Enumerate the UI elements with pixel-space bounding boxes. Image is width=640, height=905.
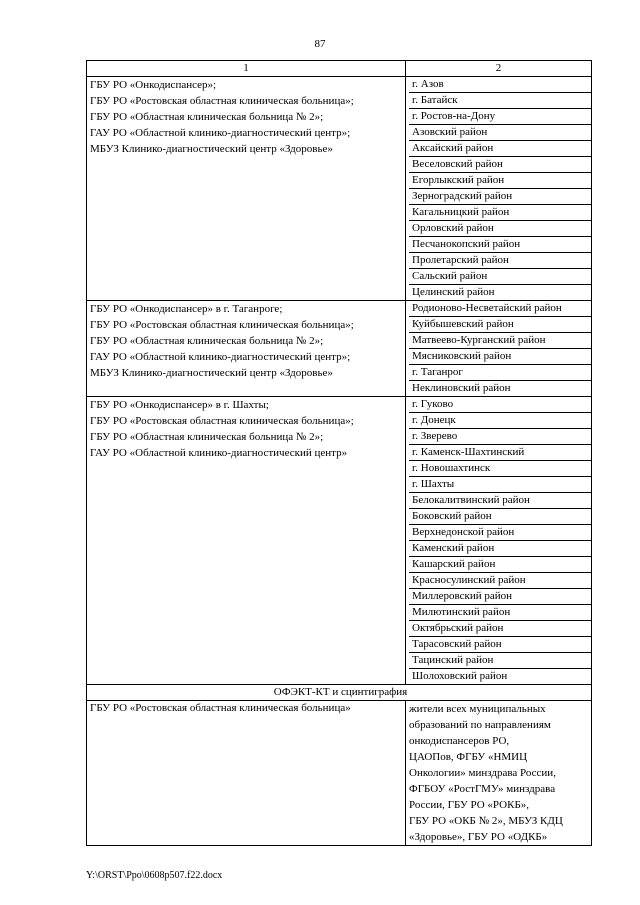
patient-scope-cell [406, 701, 592, 846]
location-item: Песчанокопский район [409, 237, 591, 253]
location-item: г. Новошахтинск [409, 461, 591, 477]
location-item: Азовский район [409, 125, 591, 141]
location-item: г. Шахты [409, 477, 591, 493]
institution-name: ГБУ РО «Онкодиспансер» в г. Таганроге; [90, 303, 283, 315]
table-header-row [87, 61, 592, 77]
location-item: Тарасовский район [409, 637, 591, 653]
location-item: г. Каменск-Шахтинский [409, 445, 591, 461]
institution-name: ГБУ РО «Ростовская областная клиническая больница»; [90, 319, 354, 331]
section-title: ОФЭКТ-КТ и сцинтиграфия [87, 685, 592, 701]
patient-scope-line: образований по направлениям [409, 719, 551, 731]
location-item: Куйбышевский район [409, 317, 591, 333]
location-item: Красносулинский район [409, 573, 591, 589]
location-item: Милютинский район [409, 605, 591, 621]
institution-name: ГАУ РО «Областной клинико-диагностический центр»; [90, 127, 351, 139]
location-item: Пролетарский район [409, 253, 591, 269]
locations-cell [406, 397, 592, 685]
table-body [87, 77, 592, 846]
location-item: Белокалитвинский район [409, 493, 591, 509]
location-item: Шолоховский район [412, 670, 508, 682]
patient-scope-line: ГБУ РО «ОКБ № 2», МБУЗ КДЦ [409, 815, 563, 827]
location-item: Веселовский район [409, 157, 591, 173]
column-header-2: 2 [406, 61, 592, 77]
table-row [87, 301, 592, 397]
table-row [87, 77, 592, 301]
location-item: Егорлыкский район [409, 173, 591, 189]
institution-name: ГБУ РО «Ростовская областная клиническая больница»; [90, 415, 354, 427]
locations-cell [406, 77, 592, 301]
page-number: 87 [314, 38, 326, 50]
location-item: Кашарский район [409, 557, 591, 573]
location-item: Кагальницкий район [409, 205, 591, 221]
institutions-cell [87, 301, 406, 397]
patient-scope-line: жители всех муниципальных [409, 703, 546, 715]
patient-scope-line: «Здоровье», ГБУ РО «ОДКБ» [409, 831, 548, 843]
institution-name: ГАУ РО «Областной клинико-диагностический центр» [90, 447, 348, 459]
institution-name: МБУЗ Клинико-диагностический центр «Здоровье» [90, 143, 333, 155]
location-item: Миллеровский район [409, 589, 591, 605]
location-item: Аксайский район [409, 141, 591, 157]
institution-name: ГБУ РО «Ростовская областная клиническая больница»; [90, 95, 354, 107]
patient-scope-line: России, ГБУ РО «РОКБ», [409, 799, 530, 811]
location-item: Каменский район [409, 541, 591, 557]
location-item: Неклиновский район [412, 382, 511, 394]
table-row [87, 701, 592, 846]
institutions-cell [87, 397, 406, 685]
institution-name: ГБУ РО «Областная клиническая больница № 2»; [90, 111, 324, 123]
institution-name: ГБУ РО «Областная клиническая больница № 2»; [90, 335, 324, 347]
location-item: Верхнедонской район [409, 525, 591, 541]
column-header-1: 1 [87, 61, 406, 77]
location-item: г. Батайск [409, 93, 591, 109]
location-item: г. Донецк [409, 413, 591, 429]
section-title-row [87, 685, 592, 701]
location-item: Мясниковский район [409, 349, 591, 365]
institution-name: ГБУ РО «Областная клиническая больница № 2»; [90, 431, 324, 443]
institution-name: ГБУ РО «Онкодиспансер» в г. Шахты; [90, 399, 269, 411]
location-item: Целинский район [412, 286, 495, 298]
location-item: Октябрьский район [409, 621, 591, 637]
location-item: Зерноградский район [409, 189, 591, 205]
location-item: г. Зверево [409, 429, 591, 445]
patient-scope-line: онкодиспансеров РО, [409, 735, 510, 747]
institution-name: ГБУ РО «Ростовская областная клиническая больница» [87, 701, 406, 846]
location-item: г. Азов [409, 77, 591, 93]
location-item: Орловский район [409, 221, 591, 237]
location-item: Сальский район [409, 269, 591, 285]
institution-name: ГАУ РО «Областной клинико-диагностический центр»; [90, 351, 351, 363]
patient-scope-line: Онкологии» минздрава России, [409, 767, 556, 779]
location-item: г. Гуково [409, 397, 591, 413]
file-path: Y:\ORST\Ppo\0608p507.f22.docx [86, 870, 223, 881]
location-item: г. Ростов-на-Дону [409, 109, 591, 125]
patient-scope-line: ФГБОУ «РостГМУ» минздрава [409, 783, 556, 795]
table-row [87, 397, 592, 685]
location-item: Боковский район [409, 509, 591, 525]
institution-name: ГБУ РО «Онкодиспансер»; [90, 79, 217, 91]
location-item: Матвеево-Курганский район [409, 333, 591, 349]
patient-scope-line: ЦАОПов, ФГБУ «НМИЦ [409, 751, 528, 763]
location-item: Родионово-Несветайский район [409, 301, 591, 317]
location-item: г. Таганрог [409, 365, 591, 381]
institutions-cell [87, 77, 406, 301]
locations-cell [406, 301, 592, 397]
location-item: Тацинский район [409, 653, 591, 669]
institution-name: МБУЗ Клинико-диагностический центр «Здоровье» [90, 367, 333, 379]
distribution-table [86, 60, 592, 846]
